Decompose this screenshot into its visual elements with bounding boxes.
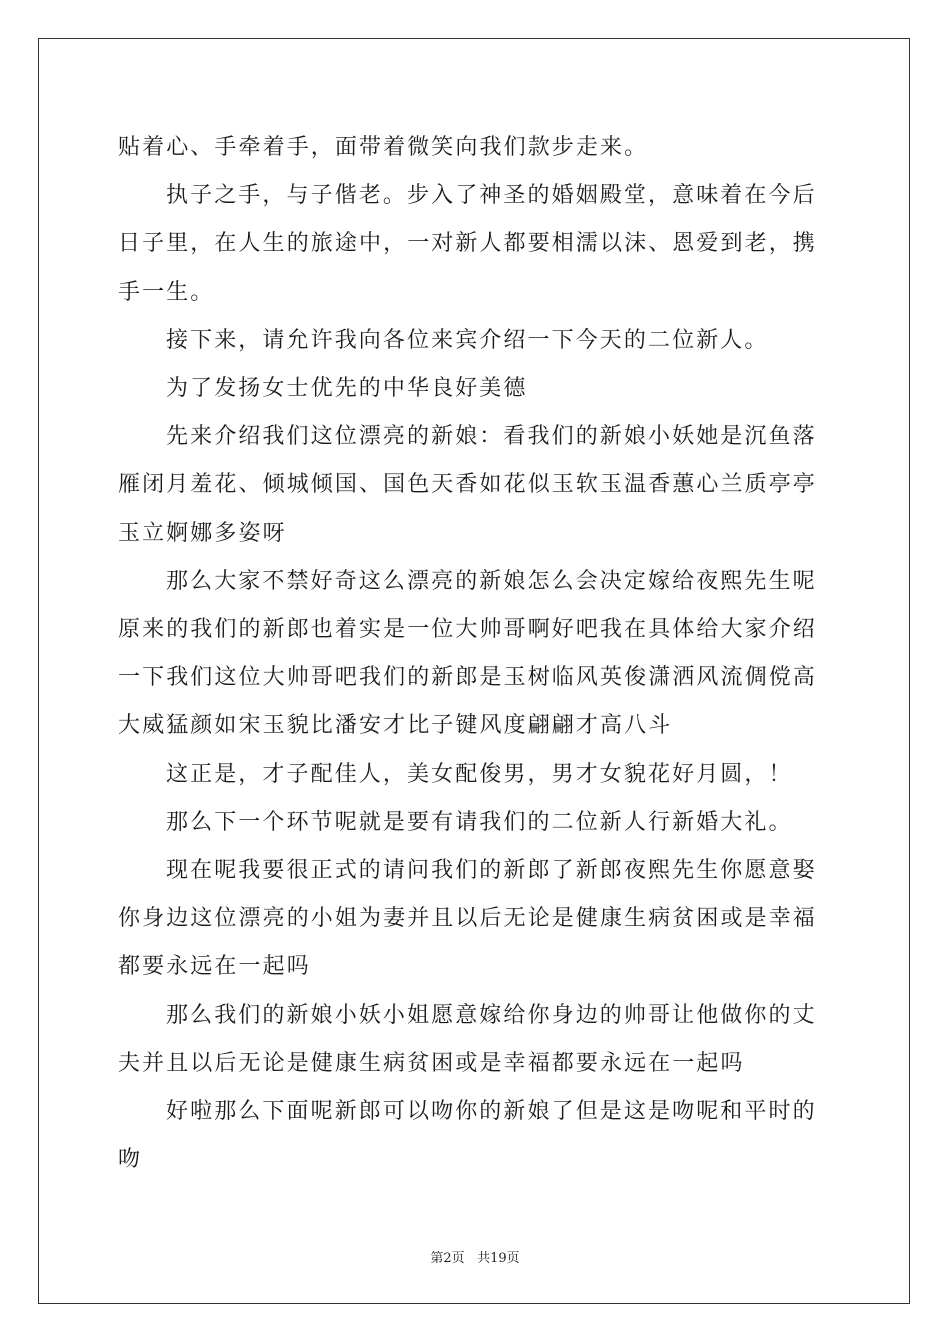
paragraph-2: 执子之手，与子偕老。步入了神圣的婚姻殿堂，意味着在今后日子里，在人生的旅途中，一对新人都要相濡以沫、恩爱到老，携手一生。	[118, 183, 817, 305]
paragraph-11: 好啦那么下面呢新郎可以吻你的新娘了但是这是吻呢和平时的吻	[118, 1099, 817, 1173]
document-body	[118, 124, 834, 1184]
total-pages: 共19页	[477, 1251, 520, 1266]
page-number: 第2页	[430, 1251, 465, 1266]
page-footer	[0, 1247, 950, 1266]
paragraph-10: 那么我们的新娘小妖小姐愿意嫁给你身边的帅哥让他做你的丈夫并且以后无论是健康生病贫困或是幸福都要永远在一起吗	[118, 1002, 817, 1076]
paragraph-1: 贴着心、手牵着手，面带着微笑向我们款步走来。	[118, 135, 649, 160]
paragraph-9: 现在呢我要很正式的请问我们的新郎了新郎夜熙先生你愿意娶你身边这位漂亮的小姐为妻并且以后无论是健康生病贫困或是幸福都要永远在一起吗	[118, 858, 817, 980]
paragraph-7: 这正是，才子配佳人，美女配俊男，男才女貌花好月圆，！	[166, 761, 793, 787]
paragraph-3: 接下来，请允许我向各位来宾介绍一下今天的二位新人。	[166, 327, 769, 353]
paragraph-6: 那么大家不禁好奇这么漂亮的新娘怎么会决定嫁给夜熙先生呢原来的我们的新郎也着实是一位大帅哥啊好吧我在具体给大家介绍一下我们这位大帅哥吧我们的新郎是玉树临风英俊潇洒风流倜傥高大威猛颜如宋玉貌比潘安才比子键风度翩翩才高八斗	[118, 568, 817, 739]
paragraph-5: 先来介绍我们这位漂亮的新娘：看我们的新娘小妖她是沉鱼落雁闭月羞花、倾城倾国、国色天香如花似玉软玉温香蕙心兰质亭亭玉立婀娜多姿呀	[118, 424, 817, 546]
paragraph-4: 为了发扬女士优先的中华良好美德	[166, 376, 528, 402]
paragraph-8: 那么下一个环节呢就是要有请我们的二位新人行新婚大礼。	[166, 809, 793, 835]
